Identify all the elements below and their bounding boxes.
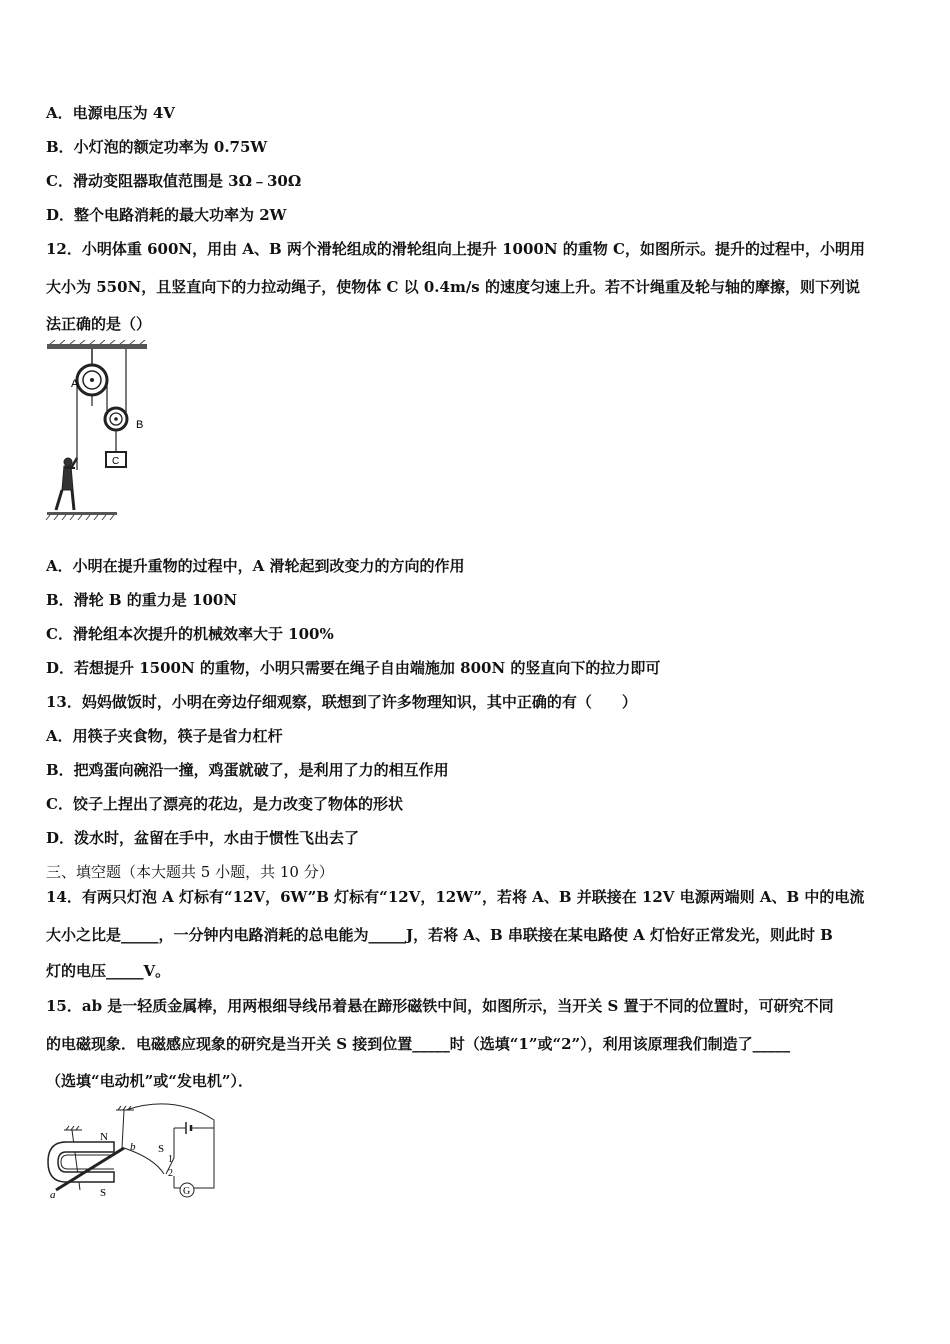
q13-option-d: D．泼水时，盆留在手中，水由于惯性飞出去了 (46, 829, 360, 847)
label-switch: S (158, 1143, 165, 1155)
label-b: b (130, 1141, 136, 1153)
q12-stem-line-2: 大小为 550N，且竖直向下的力拉动绳子，使物体 C 以 0.4m/s 的速度匀速上升。若不计绳重及轮与轴的摩擦，则下列说 (46, 278, 860, 296)
label-b: B (136, 419, 144, 431)
q12-option-c: C．滑轮组本次提升的机械效率大于 100% (46, 625, 334, 643)
q13-option-a: A．用筷子夹食物，筷子是省力杠杆 (46, 727, 283, 745)
floor (47, 512, 117, 515)
q15-line-2: 的电磁现象．电磁感应现象的研究是当开关 S 接到位置_____时（选填“1”或“2”），利用该原理我们制造了_____ (46, 1035, 791, 1053)
q12-stem-line-1: 12．小明体重 600N，用由 A、B 两个滑轮组成的滑轮组向上提升 1000N 的重物 C，如图所示。提升的过程中，小明用 (46, 240, 865, 258)
q12-stem-line-3: 法正确的是（） (46, 315, 152, 333)
q13-option-c: C．饺子上捏出了漂亮的花边，是力改变了物体的形状 (46, 795, 403, 813)
q11-option-d: D．整个电路消耗的最大功率为 2W (46, 206, 287, 224)
label-s-pole: S (100, 1187, 107, 1199)
q11-option-c: C．滑动变阻器取值范围是 3Ω﹣30Ω (46, 172, 302, 190)
label-a: a (50, 1189, 56, 1201)
label-1: 1 (168, 1154, 173, 1165)
label-a: A (71, 378, 79, 390)
q14-line-3: 灯的电压_____V。 (46, 962, 171, 980)
label-n: N (100, 1131, 108, 1143)
section-3-heading: 三、填空题（本大题共 5 小题，共 10 分） (46, 863, 334, 881)
q15-line-3: （选填“电动机”或“发电机”）． (46, 1072, 254, 1090)
q12-option-b: B．滑轮 B 的重力是 100N (46, 591, 238, 609)
electromagnetic-figure (44, 1098, 224, 1208)
q11-option-a: A．电源电压为 4V (46, 104, 175, 122)
label-c: C (112, 456, 120, 467)
q12-option-a: A．小明在提升重物的过程中，A 滑轮起到改变力的方向的作用 (46, 557, 465, 575)
q12-option-d: D．若想提升 1500N 的重物，小明只需要在绳子自由端施加 800N 的竖直向下的拉力即可 (46, 659, 661, 677)
q11-option-b: B．小灯泡的额定功率为 0.75W (46, 138, 268, 156)
q14-line-1: 14．有两只灯泡 A 灯标有“12V，6W”B 灯标有“12V，12W”，若将 A、B 并联接在 12V 电源两端则 A、B 中的电流 (46, 888, 865, 906)
q14-line-2: 大小之比是_____，一分钟内电路消耗的总电能为_____J，若将 A、B 串联接在某电路使 A 灯恰好正常发光，则此时 B (46, 926, 833, 944)
q13-option-b: B．把鸡蛋向碗沿一撞，鸡蛋就破了，是利用了力的相互作用 (46, 761, 449, 779)
pulley-figure (44, 340, 156, 526)
person-figure (56, 458, 77, 510)
ceiling (47, 344, 147, 349)
label-2: 2 (168, 1168, 173, 1179)
q15-line-1: 15．ab 是一轻质金属棒，用两根细导线吊着悬在蹄形磁铁中间，如图所示，当开关 S 置于不同的位置时，可研究不同 (46, 997, 834, 1015)
q13-stem: 13．妈妈做饭时，小明在旁边仔细观察，联想到了许多物理知识，其中正确的有（ ） (46, 693, 637, 711)
label-g: G (183, 1186, 191, 1197)
